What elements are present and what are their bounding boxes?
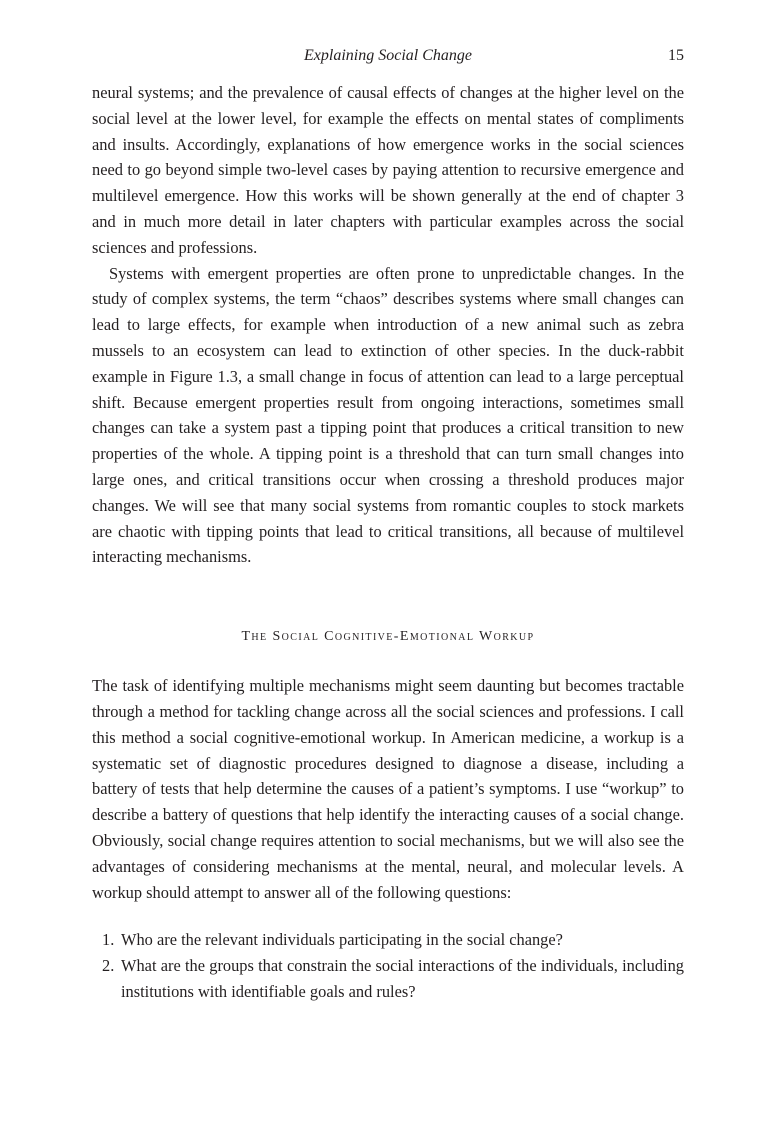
list-item-number: 1. xyxy=(102,930,115,950)
running-head xyxy=(92,47,684,69)
list-item-text: What are the groups that constrain the social interactions of the individuals, including institutions with identifiable goals and rules? xyxy=(121,956,684,1001)
workup-question-list xyxy=(92,927,684,1004)
list-item xyxy=(92,953,684,1005)
paragraph-workup: The task of identifying multiple mechanisms might seem daunting but becomes tractable through a method for tackling change across all the social sciences and professions. I call this method a social cognitive-emotional workup. In American medicine, a workup is a systematic set of diagnostic procedures designed to diagnose a disease, including a battery of tests that help determine the causes of a patient’s symptoms. I use “workup” to describe a battery of questions that help identify the interacting causes of a social change. Obviously, social change requires attention to social mechanisms, but we will also see the advantages of considering mechanisms at the mental, neural, and molecular levels. A workup should attempt to answer all of the following questions: xyxy=(92,676,684,902)
paragraph-emergence-chaos: Systems with emergent properties are often prone to unpredictable changes. In the study of complex systems, the term “chaos” describes systems where small changes can lead to large effects, for example when introduction of a new animal such as zebra mussels to an ecosystem can lead to extinction of other species. In the duck-rabbit example in Figure 1.3, a small change in focus of attention can lead to a large perceptual shift. Because emergent properties result from ongoing interactions, sometimes small changes can take a system past a tipping point that produces a critical transition to new properties of the whole. A tipping point is a threshold that can turn small changes into large ones, and critical transitions occur when crossing a threshold produces major changes. We will see that many social systems from romantic couples to stock markets are chaotic with tipping points that lead to critical transitions, all because of multilevel interacting mechanisms. xyxy=(92,263,684,567)
running-title: Explaining Social Change xyxy=(304,47,472,64)
section-heading: The Social Cognitive-Emotional Workup xyxy=(241,629,535,645)
page-number: 15 xyxy=(668,47,684,64)
list-item-number: 2. xyxy=(102,956,115,976)
list-item xyxy=(92,927,684,953)
list-item-text: Who are the relevant individuals participating in the social change? xyxy=(121,930,563,950)
body-text xyxy=(92,80,684,1005)
paragraph-continued: neural systems; and the prevalence of causal effects of changes at the higher level on the social level at the lower level, for example the effects on mental states of compliments and insults. Accordingly, explanations of how emergence works in the social sciences need to go beyond simple two-level cases by paying attention to recursive emergence and multilevel emergence. How this works will be shown generally at the end of chapter 3 and in much more detail in later chapters with particular examples across the social sciences and professions. xyxy=(92,83,684,257)
